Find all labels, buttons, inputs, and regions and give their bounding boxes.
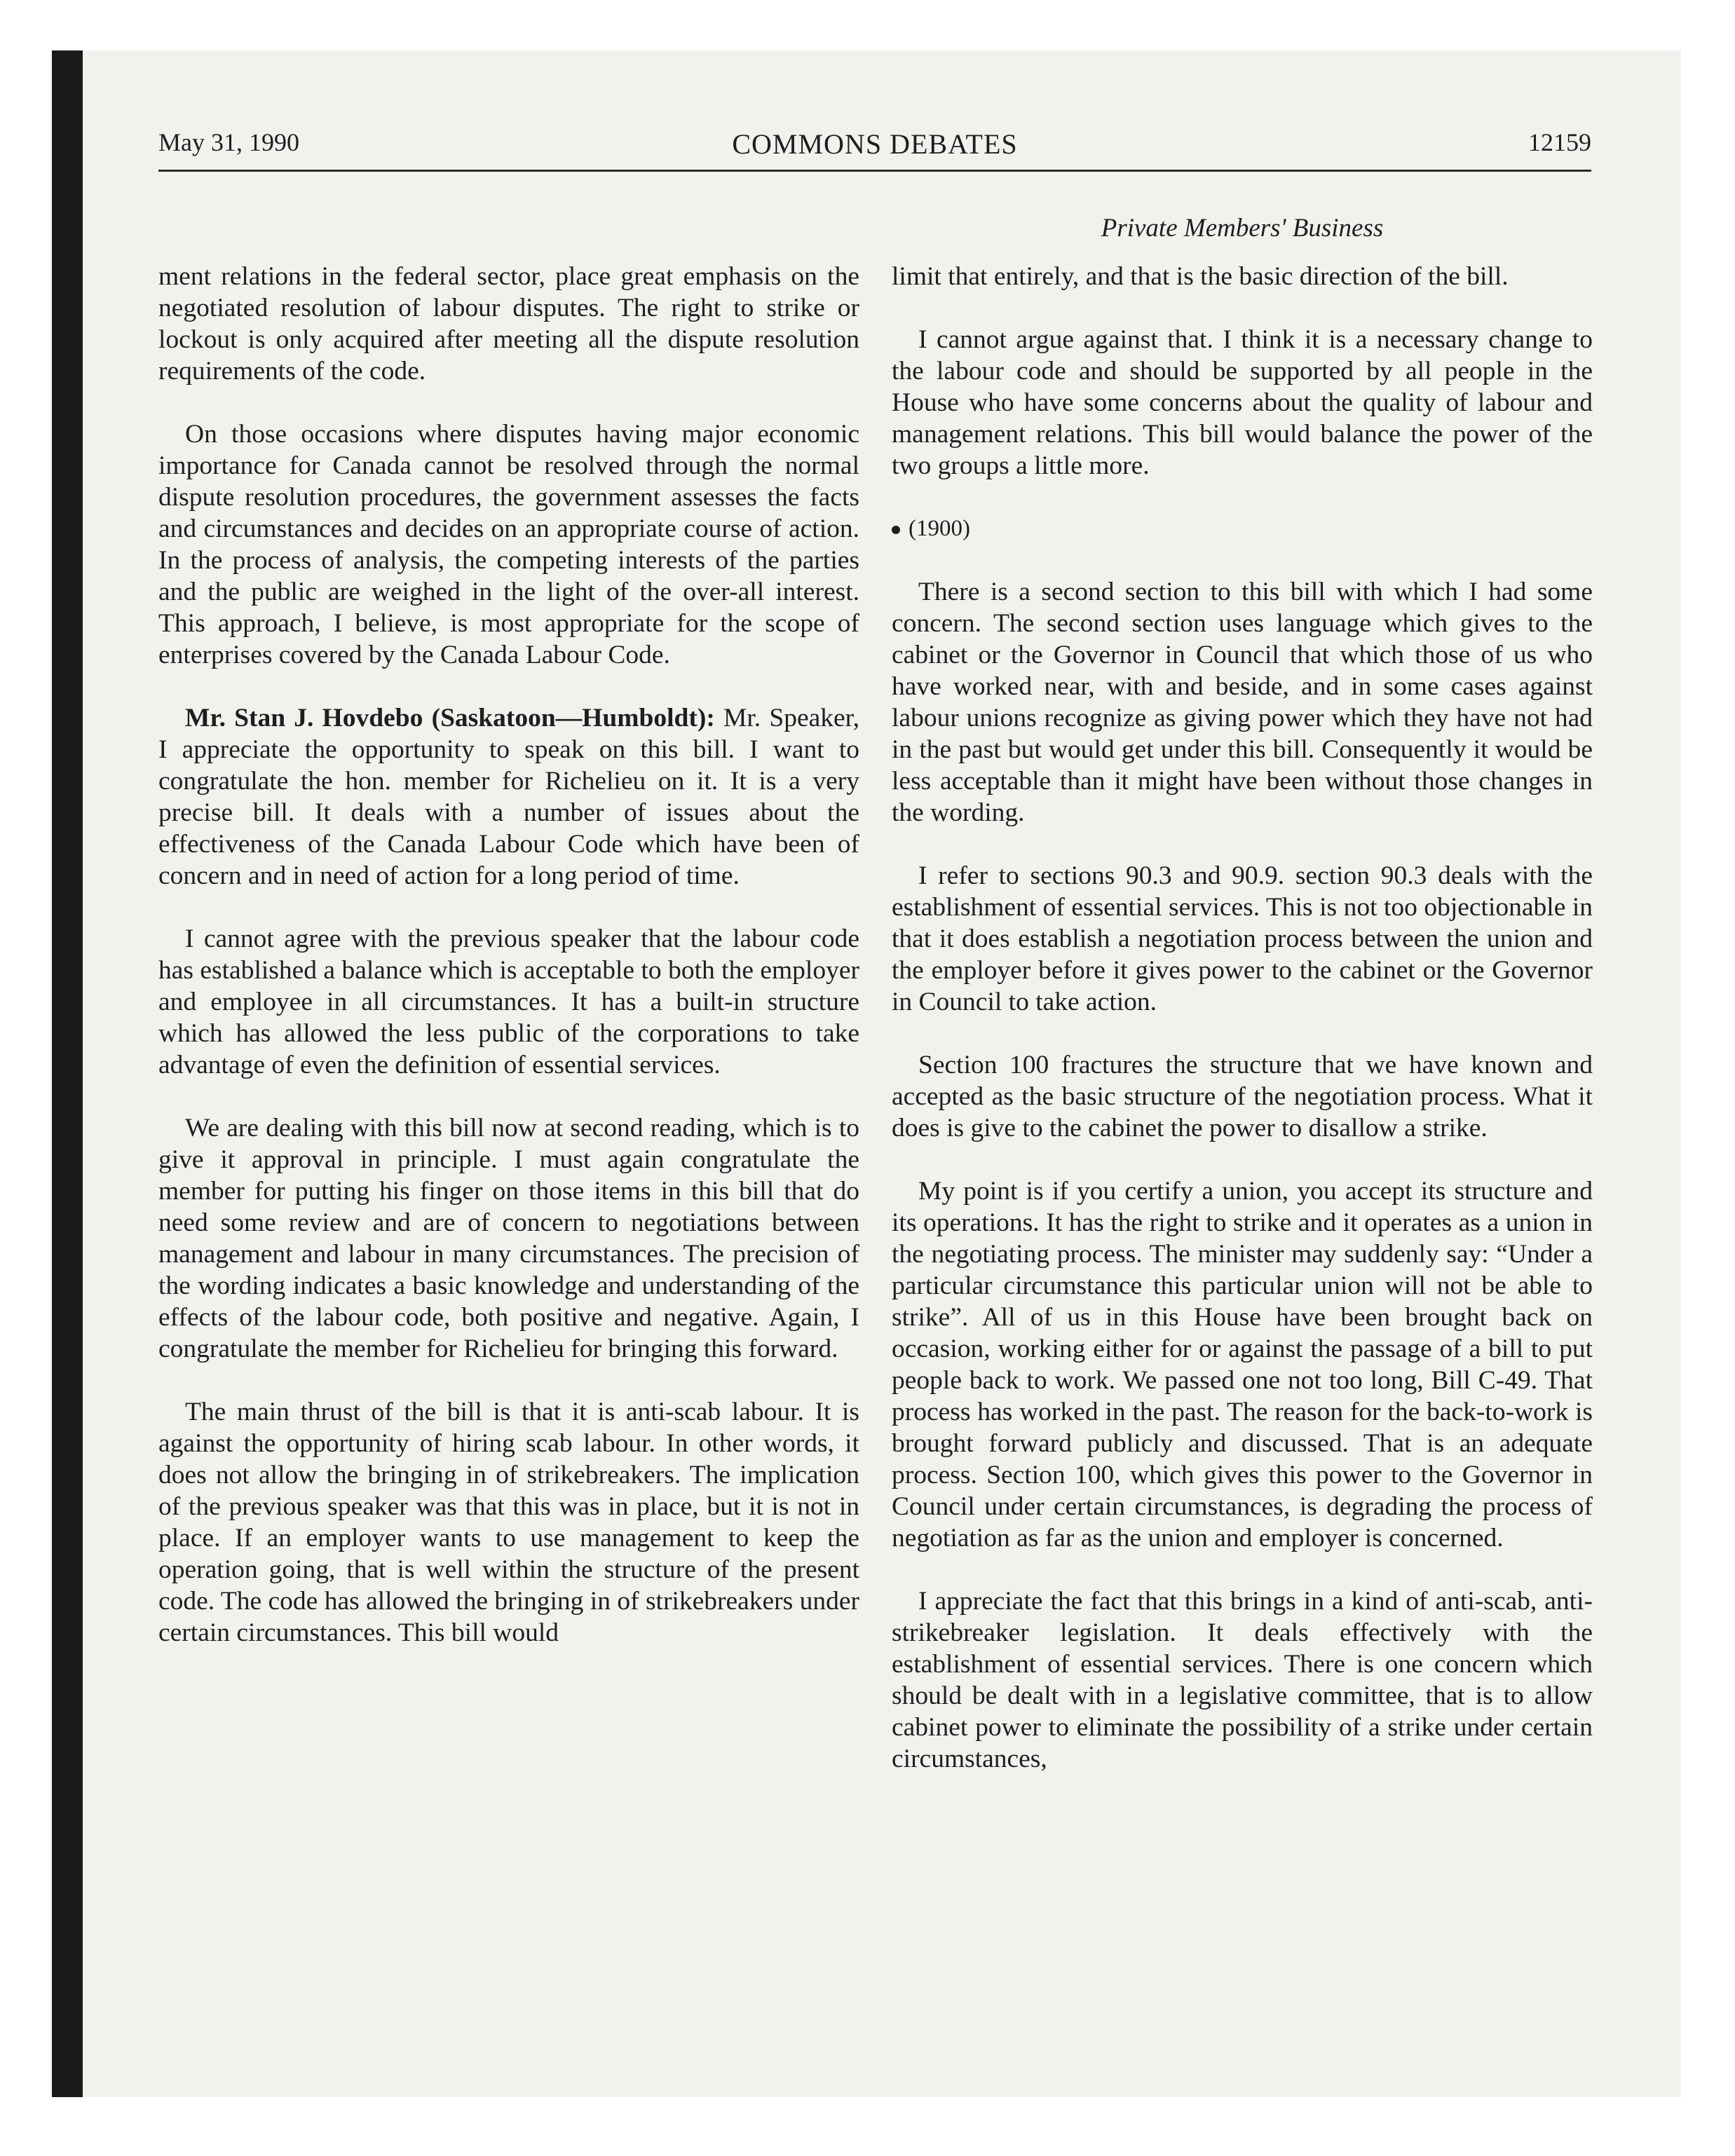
paragraph: The main thrust of the bill is that it is anti-scab labour. It is against the opportunity of hiring scab labour. In other words, it does not allow the bringing in of strikebreakers. The implication of the previous speaker was that this was in place, but it is not in place. If an employer wants to use management to keep the operation going, that is well within the structure of the present code. The code has allowed the bringing in of strikebreakers under certain circumstances. This bill would — [158, 1398, 860, 1647]
header-rule — [158, 170, 1591, 172]
paragraph: I appreciate the fact that this brings in a kind of anti-scab, anti-strikebreaker legislation. It deals effectively with the establishment of essential services. There is one concern which should be dealt with in a legislative committee, that is to allow cabinet power to eliminate the possibility of a strike under certain circumstances, — [892, 1587, 1593, 1773]
paragraph: There is a second section to this bill with which I had some concern. The second section uses language which gives to the cabinet or the Governor in Council that which those of us who have worked near, with and beside, and in some cases against labour unions recognize as giving power which they have not had in the past but would get under this bill. Consequently it would be less acceptable than it might have been without those changes in the wording. — [892, 578, 1593, 827]
paragraph: Section 100 fractures the structure that we have known and accepted as the basic structure of the negotiation process. What it does is give to the cabinet the power to disallow a strike. — [892, 1051, 1593, 1142]
paragraph: My point is if you certify a union, you accept its structure and its operations. It has the right to strike and it operates as a union in the negotiating process. The minister may suddenly say: “Under a particular circumstance this particular union will not be able to strike”. All of us in this House have been brought back on occasion, working either for or against the passage of a bill to put people back to work. We passed one not too long, Bill C-49. That process has worked in the past. The reason for the back-to-work is brought forward publicly and discussed. That is an adequate process. Section 100, which gives this power to the Governor in Council under certain circumstances, is degrading the process of negotiation as far as the union and employer is concerned. — [892, 1177, 1593, 1553]
document-page — [83, 50, 1681, 2097]
paragraph: I cannot argue against that. I think it is a necessary change to the labour code and should be supported by all people in the House who have some concerns about the quality of labour and management relations. This bill would balance the power of the two groups a little more. — [892, 325, 1593, 480]
section-label: Private Members' Business — [1101, 214, 1384, 243]
speaker-paragraph — [158, 702, 859, 892]
timestamp-text: (1900) — [909, 516, 970, 541]
page-header — [158, 128, 1591, 170]
paragraph: On those occasions where disputes having major economic importance for Canada cannot be resolved through the normal dispute resolution procedures, the government assesses the facts and circumstances and decides on an appropriate course of action. In the process of analysis, the competing interests of the parties and the public are weighed in the light of the over-all interest. This approach, I believe, is most appropriate for the scope of enterprises covered by the Canada Labour Code. — [158, 420, 859, 669]
paragraph: I cannot agree with the previous speaker that the labour code has established a balance which is acceptable to both the employer and employee in all circumstances. It has a built-in structure which has allowed the less public of the corporations to take advantage of even the definition of essential services. — [158, 925, 859, 1079]
paragraph: limit that entirely, and that is the basic direction of the bill. — [892, 262, 1509, 291]
left-column — [158, 261, 859, 1680]
paragraph: ment relations in the federal sector, place great emphasis on the negotiated resolution of labour disputes. The right to strike or lockout is only acquired after meeting all the dispute resolution requirements of the code. — [158, 262, 859, 386]
paragraph: I refer to sections 90.3 and 90.9. section 90.3 deals with the establishment of essential services. This is not too objectionable in that it does establish a negotiation process between the union and the employer before it gives power to the cabinet or the Governor in Council to take action. — [892, 861, 1593, 1016]
scan-binding-edge — [52, 50, 83, 2097]
header-title: COMMONS DEBATES — [732, 128, 1018, 160]
header-page-number: 12159 — [1528, 128, 1591, 156]
bullet-icon — [892, 526, 900, 534]
timestamp-marker — [892, 513, 1593, 545]
right-column — [892, 261, 1593, 1806]
paragraph: We are dealing with this bill now at second reading, which is to give it approval in principle. I must again congratulate the member for putting his finger on those items in this bill that do need some review and are of concern to negotiations between management and labour in many circumstances. The precision of the wording indicates a basic knowledge and understanding of the effects of the labour code, both positive and negative. Again, I congratulate the member for Richelieu for bringing this forward. — [158, 1114, 859, 1363]
speech-text: Mr. Speaker, I appreciate the opportunity to speak on this bill. I want to congratulate the hon. member for Richelieu on it. It is a very precise bill. It deals with a number of issues about the effectiveness of the Canada Labour Code which have been of concern and in need of action for a long period of time. — [158, 704, 859, 890]
header-date: May 31, 1990 — [158, 128, 299, 156]
speaker-name: Mr. Stan J. Hovdebo (Saskatoon—Humboldt): — [185, 704, 715, 732]
